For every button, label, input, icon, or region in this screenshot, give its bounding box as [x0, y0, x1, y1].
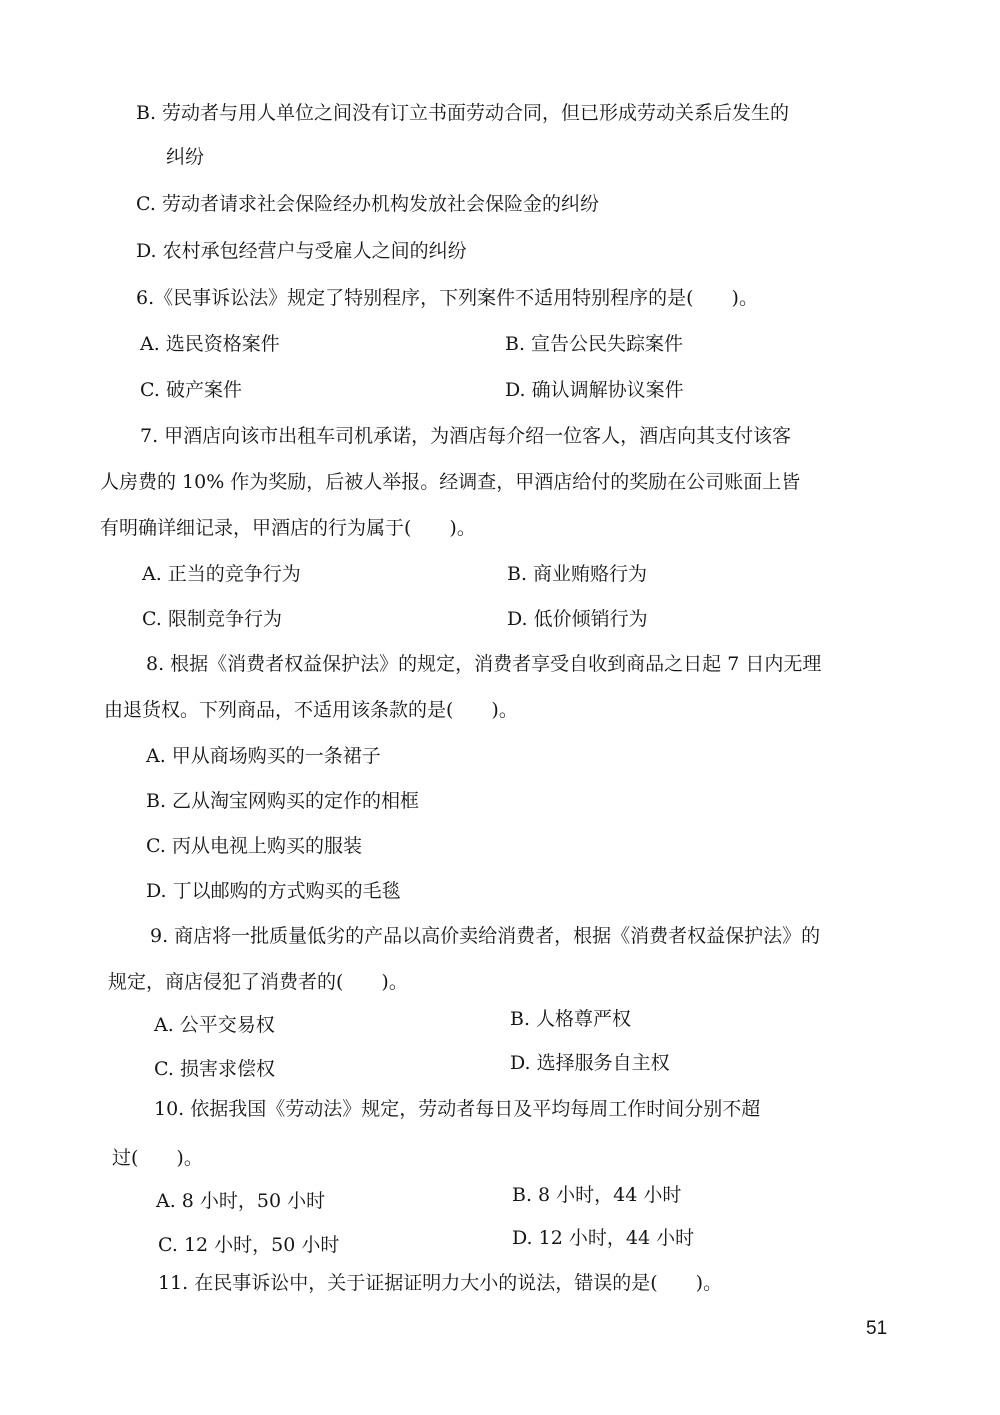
- q7-stem-line3: 有明确详细记录，甲酒店的行为属于( )。: [100, 517, 476, 539]
- q5-option-c: C. 劳动者请求社会保险经办机构发放社会保险金的纠纷: [136, 193, 599, 215]
- q6-option-c: C. 破产案件: [140, 379, 242, 401]
- q10-option-d: D. 12 小时，44 小时: [512, 1227, 695, 1249]
- q6-option-b: B. 宣告公民失踪案件: [505, 333, 684, 355]
- q10-option-c: C. 12 小时，50 小时: [158, 1234, 340, 1256]
- q9-option-b: B. 人格尊严权: [510, 1008, 632, 1030]
- q6-option-d: D. 确认调解协议案件: [505, 379, 684, 401]
- q10-stem-line2: 过( )。: [112, 1147, 203, 1169]
- q8-option-d: D. 丁以邮购的方式购买的毛毯: [146, 880, 401, 902]
- q9-option-d: D. 选择服务自主权: [510, 1052, 670, 1074]
- q5-option-b-line1: B. 劳动者与用人单位之间没有订立书面劳动合同，但已形成劳动关系后发生的: [136, 102, 790, 124]
- q8-option-a: A. 甲从商场购买的一条裙子: [146, 745, 381, 767]
- q9-option-a: A. 公平交易权: [154, 1014, 275, 1036]
- q9-stem-line1: 9. 商店将一批质量低劣的产品以高价卖给消费者，根据《消费者权益保护法》的: [150, 925, 821, 947]
- q7-stem-line1: 7. 甲酒店向该市出租车司机承诺，为酒店每介绍一位客人，酒店向其支付该客: [140, 425, 792, 447]
- q7-option-d: D. 低价倾销行为: [507, 608, 648, 630]
- page-number: 51: [866, 1318, 888, 1339]
- q10-option-a: A. 8 小时，50 小时: [156, 1190, 326, 1212]
- q6-option-a: A. 选民资格案件: [140, 333, 280, 355]
- q8-stem-line2: 由退货权。下列商品，不适用该条款的是( )。: [104, 699, 518, 721]
- q10-option-b: B. 8 小时，44 小时: [512, 1184, 682, 1206]
- q7-option-c: C. 限制竞争行为: [142, 608, 282, 630]
- q10-stem-line1: 10. 依据我国《劳动法》规定，劳动者每日及平均每周工作时间分别不超: [154, 1098, 761, 1120]
- q7-stem-line2: 人房费的 10% 作为奖励，后被人举报。经调查，甲酒店给付的奖励在公司账面上皆: [100, 471, 801, 493]
- q6-stem: 6.《民事诉讼法》规定了特别程序，下列案件不适用特别程序的是( )。: [136, 287, 758, 309]
- q7-option-b: B. 商业贿赂行为: [507, 563, 648, 585]
- q9-stem-line2: 规定，商店侵犯了消费者的( )。: [108, 971, 408, 993]
- q9-option-c: C. 损害求偿权: [154, 1058, 275, 1080]
- q7-option-a: A. 正当的竞争行为: [142, 563, 301, 585]
- q11-stem: 11. 在民事诉讼中，关于证据证明力大小的说法，错误的是( )。: [158, 1272, 723, 1294]
- q8-stem-line1: 8. 根据《消费者权益保护法》的规定，消费者享受自收到商品之日起 7 日内无理: [146, 653, 822, 675]
- q8-option-c: C. 丙从电视上购买的服装: [146, 835, 362, 857]
- q8-option-b: B. 乙从淘宝网购买的定作的相框: [146, 790, 420, 812]
- q5-option-b-line2: 纠纷: [166, 146, 205, 168]
- q5-option-d: D. 农村承包经营户与受雇人之间的纠纷: [136, 240, 467, 262]
